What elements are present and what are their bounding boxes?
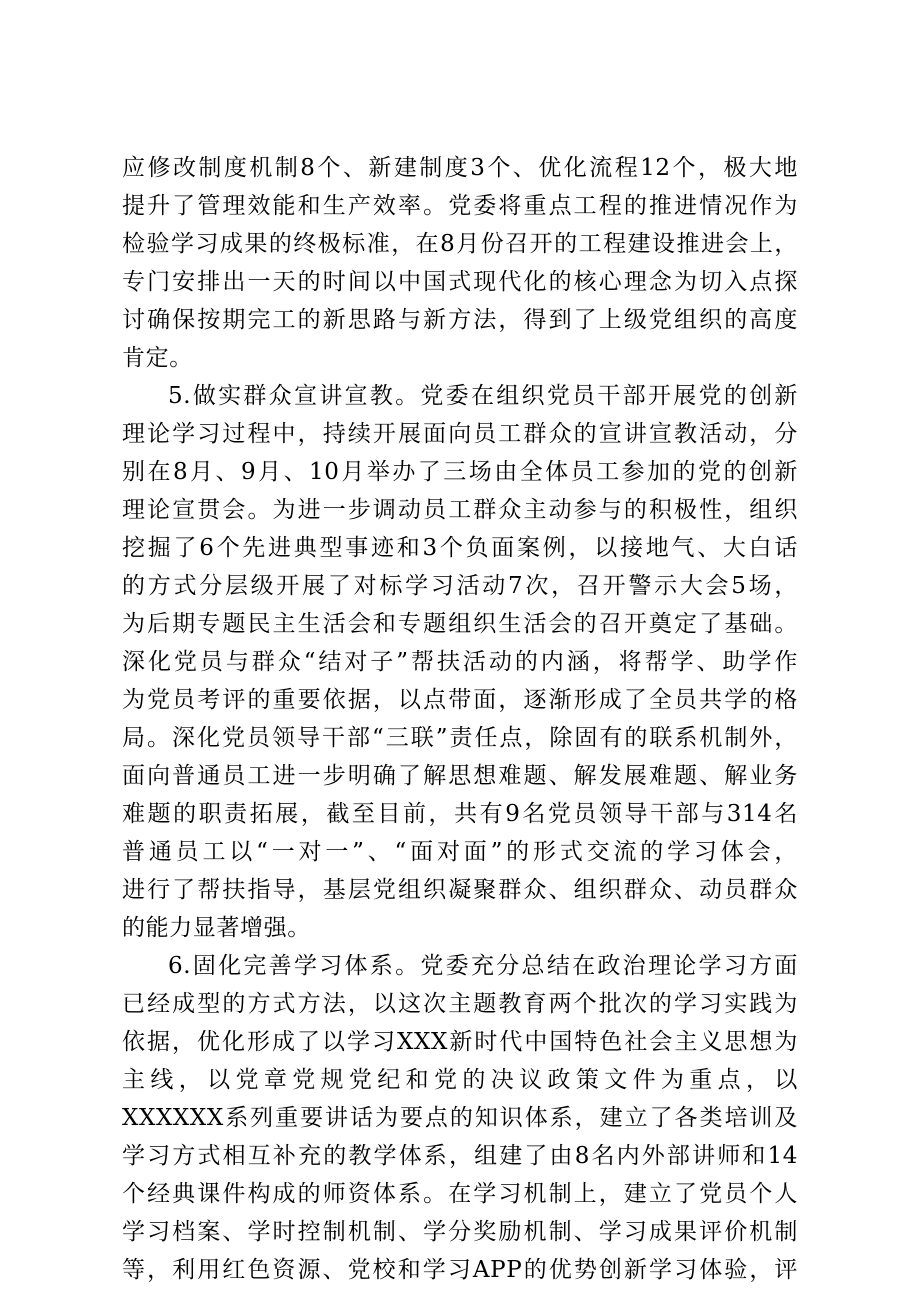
section-6-heading-line: 6.固化完善学习体系。党委充分总结在政治理论学习方面 [168, 953, 798, 979]
text-line: 进行了帮扶指导，基层党组织凝聚群众、组织群众、动员群众 [122, 877, 798, 903]
text-line: 讨确保按期完工的新思路与新方法，得到了上级党组织的高度 [122, 307, 798, 333]
text-line: 等，利用红色资源、党校和学习APP的优势创新学习体验，评 [122, 1257, 798, 1283]
section-5-heading-line: 5.做实群众宣讲宣教。党委在组织党员干部开展党的创新 [168, 383, 798, 409]
text-line: 提升了管理效能和生产效率。党委将重点工程的推进情况作为 [122, 193, 798, 219]
text-line: 为后期专题民主生活会和专题组织生活会的召开奠定了基础。 [122, 611, 798, 637]
text-line: 学习档案、学时控制机制、学分奖励机制、学习成果评价机制 [122, 1219, 798, 1245]
text-line: 专门安排出一天的时间以中国式现代化的核心理念为切入点探 [122, 269, 798, 295]
text-line: 应修改制度机制8个、新建制度3个、优化流程12个，极大地 [122, 155, 798, 181]
text-line: 局。深化党员领导干部“三联”责任点，除固有的联系机制外， [122, 725, 798, 751]
text-line: 深化党员与群众“结对子”帮扶活动的内涵，将帮学、助学作 [122, 649, 798, 675]
text-line: 学习方式相互补充的教学体系，组建了由8名内外部讲师和14 [122, 1143, 798, 1169]
text-line: 检验学习成果的终极标准，在8月份召开的工程建设推进会上， [122, 231, 798, 257]
text-line: 别在8月、9月、10月举办了三场由全体员工参加的党的创新 [122, 459, 798, 485]
body-text [122, 149, 798, 1289]
text-line: 主线，以党章党规党纪和党的决议政策文件为重点，以 [122, 1067, 798, 1093]
text-line: 挖掘了6个先进典型事迹和3个负面案例，以接地气、大白话 [122, 535, 798, 561]
text-line: 已经成型的方式方法，以这次主题教育两个批次的学习实践为 [122, 991, 798, 1017]
text-line: 为党员考评的重要依据，以点带面，逐渐形成了全员共学的格 [122, 687, 798, 713]
text-line: 个经典课件构成的师资体系。在学习机制上，建立了党员个人 [122, 1181, 798, 1207]
text-line: 理论宣贯会。为进一步调动员工群众主动参与的积极性，组织 [122, 497, 798, 523]
text-line: 依据，优化形成了以学习XXX新时代中国特色社会主义思想为 [122, 1029, 798, 1055]
text-line: 难题的职责拓展，截至目前，共有9名党员领导干部与314名 [122, 801, 798, 827]
text-line: 面向普通员工进一步明确了解思想难题、解发展难题、解业务 [122, 763, 798, 789]
text-line: XXXXXX系列重要讲话为要点的知识体系，建立了各类培训及 [122, 1105, 798, 1131]
text-line: 的方式分层级开展了对标学习活动7次，召开警示大会5场， [122, 573, 798, 599]
text-line: 肯定。 [122, 345, 193, 371]
text-line: 理论学习过程中，持续开展面向员工群众的宣讲宣教活动，分 [122, 421, 798, 447]
text-line: 的能力显著增强。 [122, 915, 311, 941]
text-line: 普通员工以“一对一”、“面对面”的形式交流的学习体会， [122, 839, 798, 865]
